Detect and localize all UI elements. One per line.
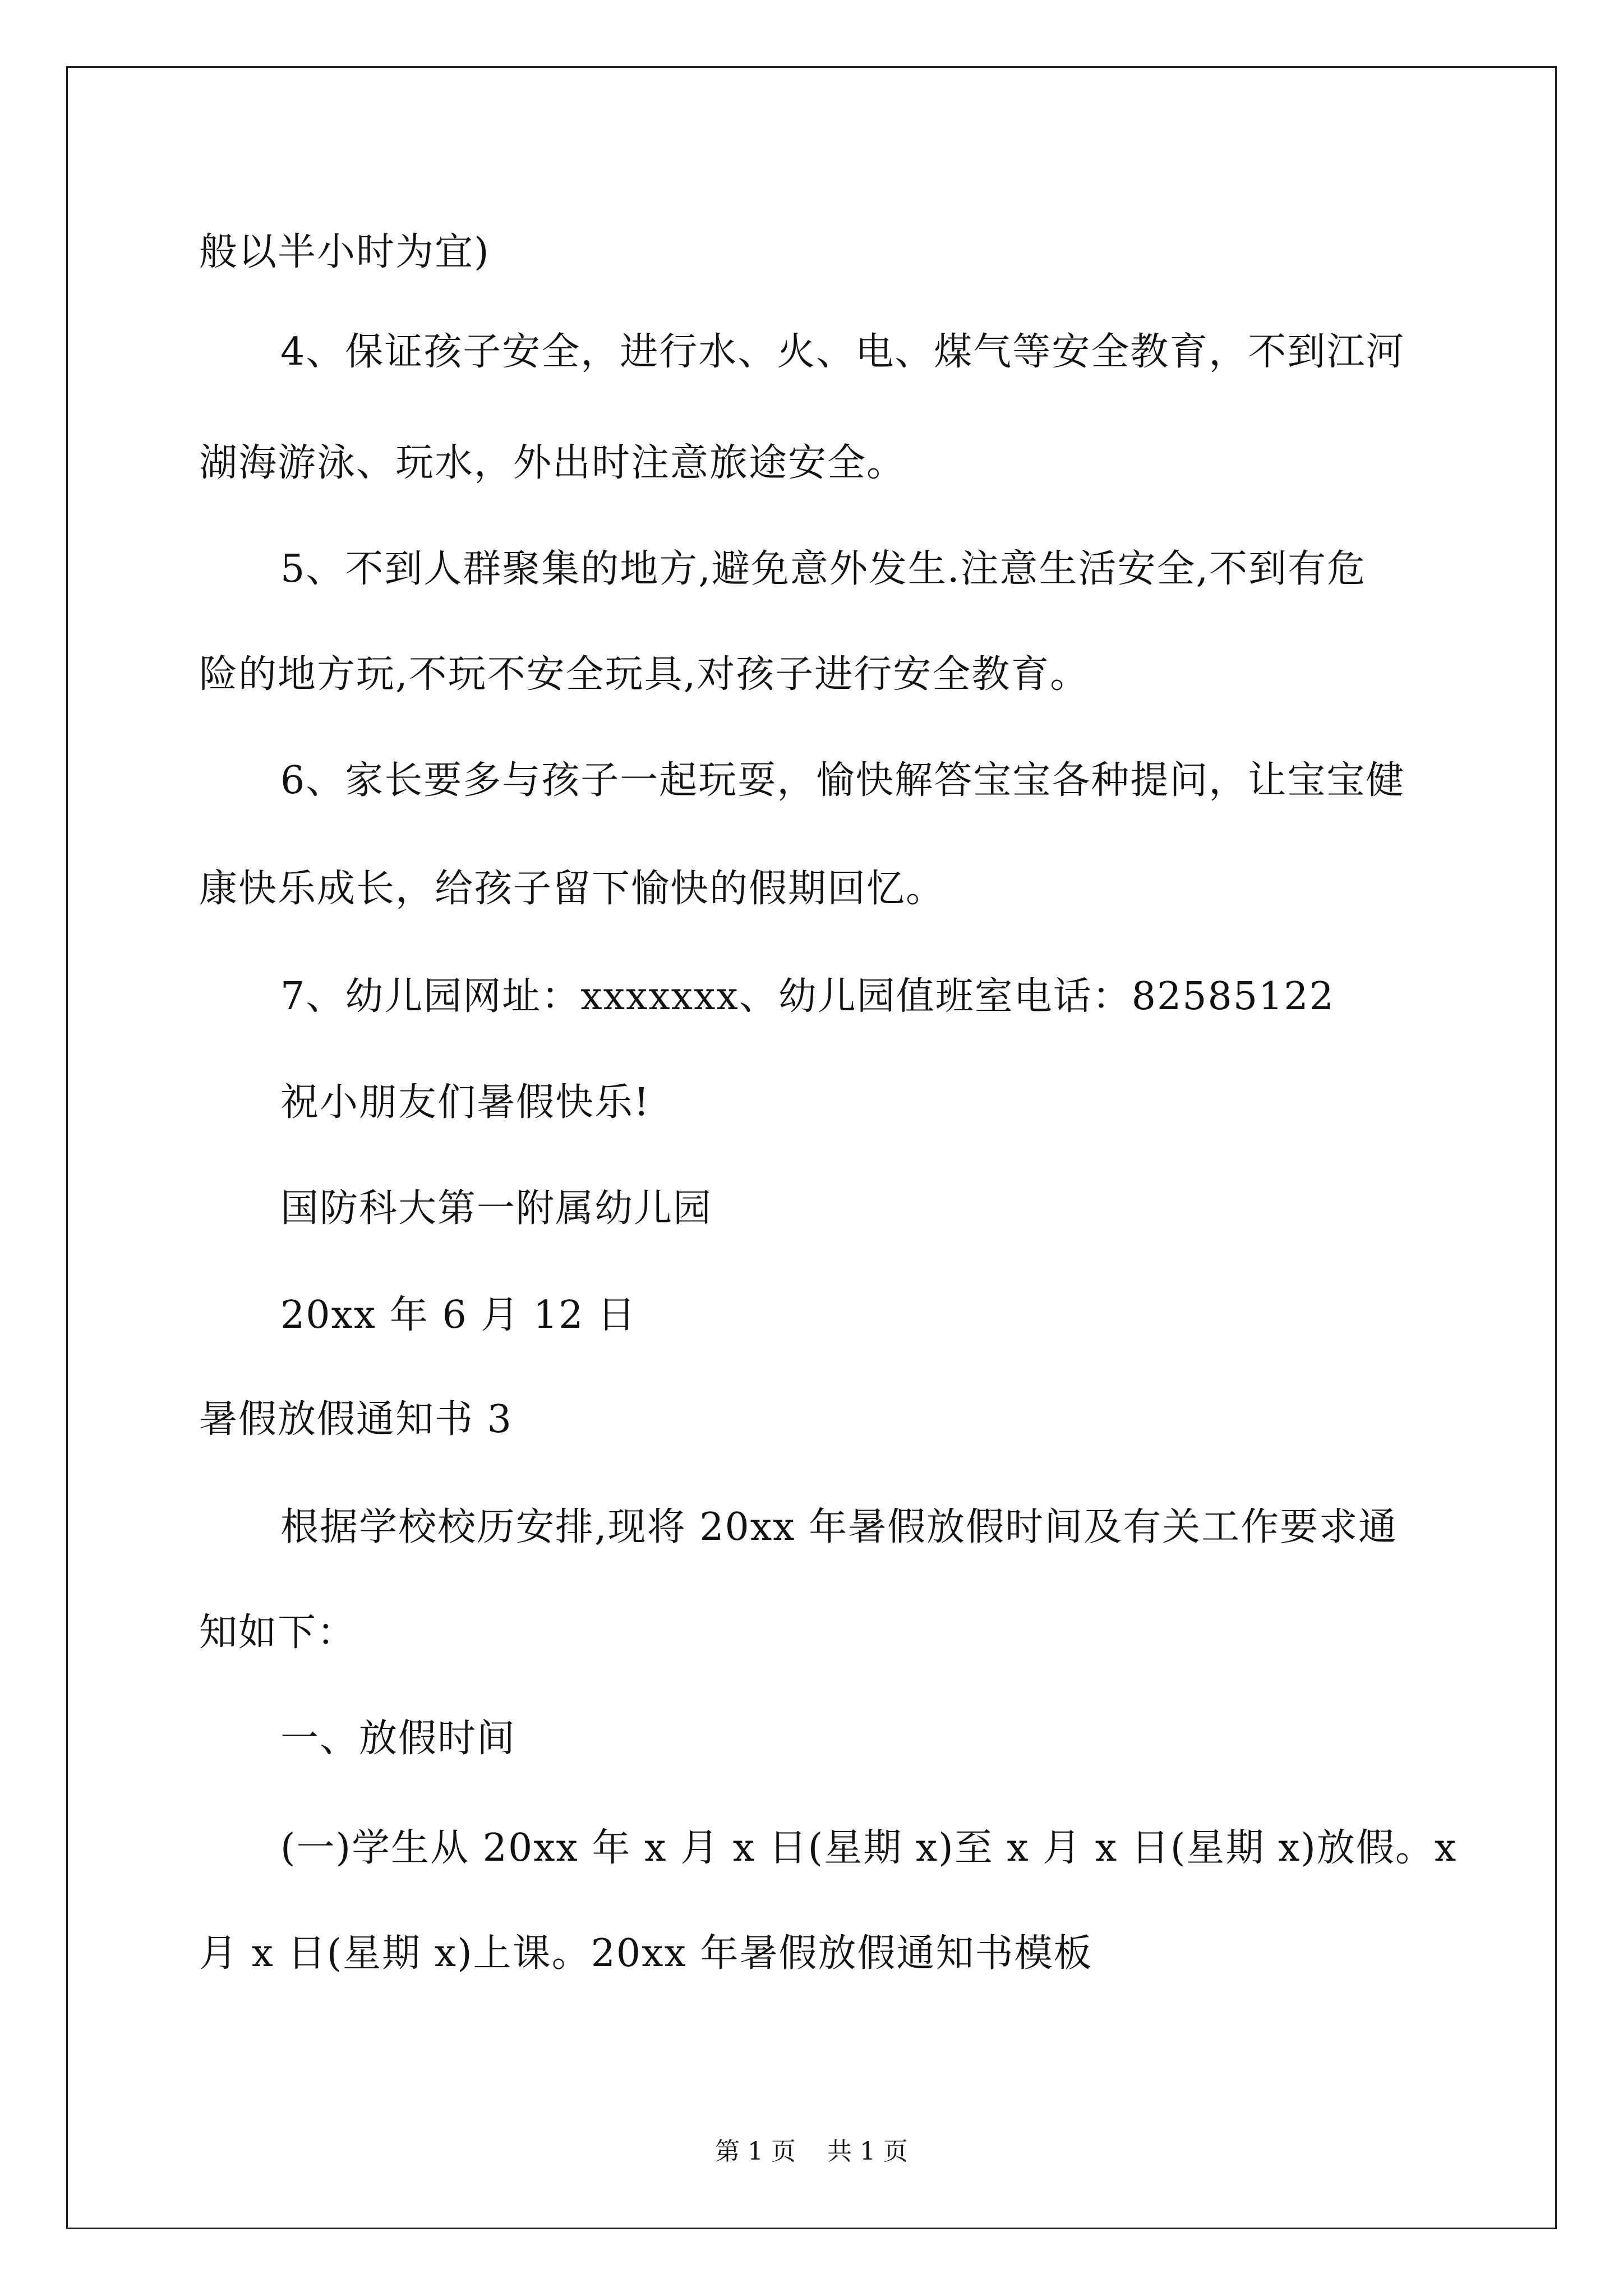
page-number-footer: 第 1 页 共 1 页 [715,2137,908,2166]
text-line-13: 根据学校校历安排,现将 20xx 年暑假放假时间及有关工作要求通 [280,1505,1398,1549]
text-line-5: 险的地方玩,不玩不安全玩具,对孩子进行安全教育。 [199,652,1090,697]
text-line-11: 20xx 年 6 月 12 日 [280,1293,637,1337]
text-line-12: 暑假放假通知书 3 [199,1397,513,1442]
text-line-17: 月 x 日(星期 x)上课。20xx 年暑假放假通知书模板 [199,1931,1093,1976]
text-line-16: (一)学生从 20xx 年 x 月 x 日(星期 x)至 x 月 x 日(星期 x)放假。x [280,1826,1458,1870]
text-line-7: 康快乐成长，给孩子留下愉快的假期回忆。 [199,867,946,911]
text-line-3: 湖海游泳、玩水，外出时注意旅途安全。 [199,441,906,485]
text-line-2: 4、保证孩子安全，进行水、火、电、煤气等安全教育，不到江河 [280,330,1405,374]
text-line-8: 7、幼儿园网址：xxxxxxx、幼儿园值班室电话：82585122 [280,974,1335,1019]
text-line-15: 一、放假时间 [280,1717,517,1761]
text-line-4: 5、不到人群聚集的地方,避免意外发生.注意生活安全,不到有危 [280,547,1367,591]
text-line-10: 国防科大第一附属幼儿园 [280,1186,713,1231]
text-line-6: 6、家长要多与孩子一起玩耍，愉快解答宝宝各种提问，让宝宝健 [280,758,1405,803]
text-line-14: 知如下： [199,1611,357,1655]
text-line-1: 般以半小时为宜) [199,230,490,274]
page-frame [66,66,1557,2229]
text-line-9: 祝小朋友们暑假快乐! [280,1080,651,1125]
